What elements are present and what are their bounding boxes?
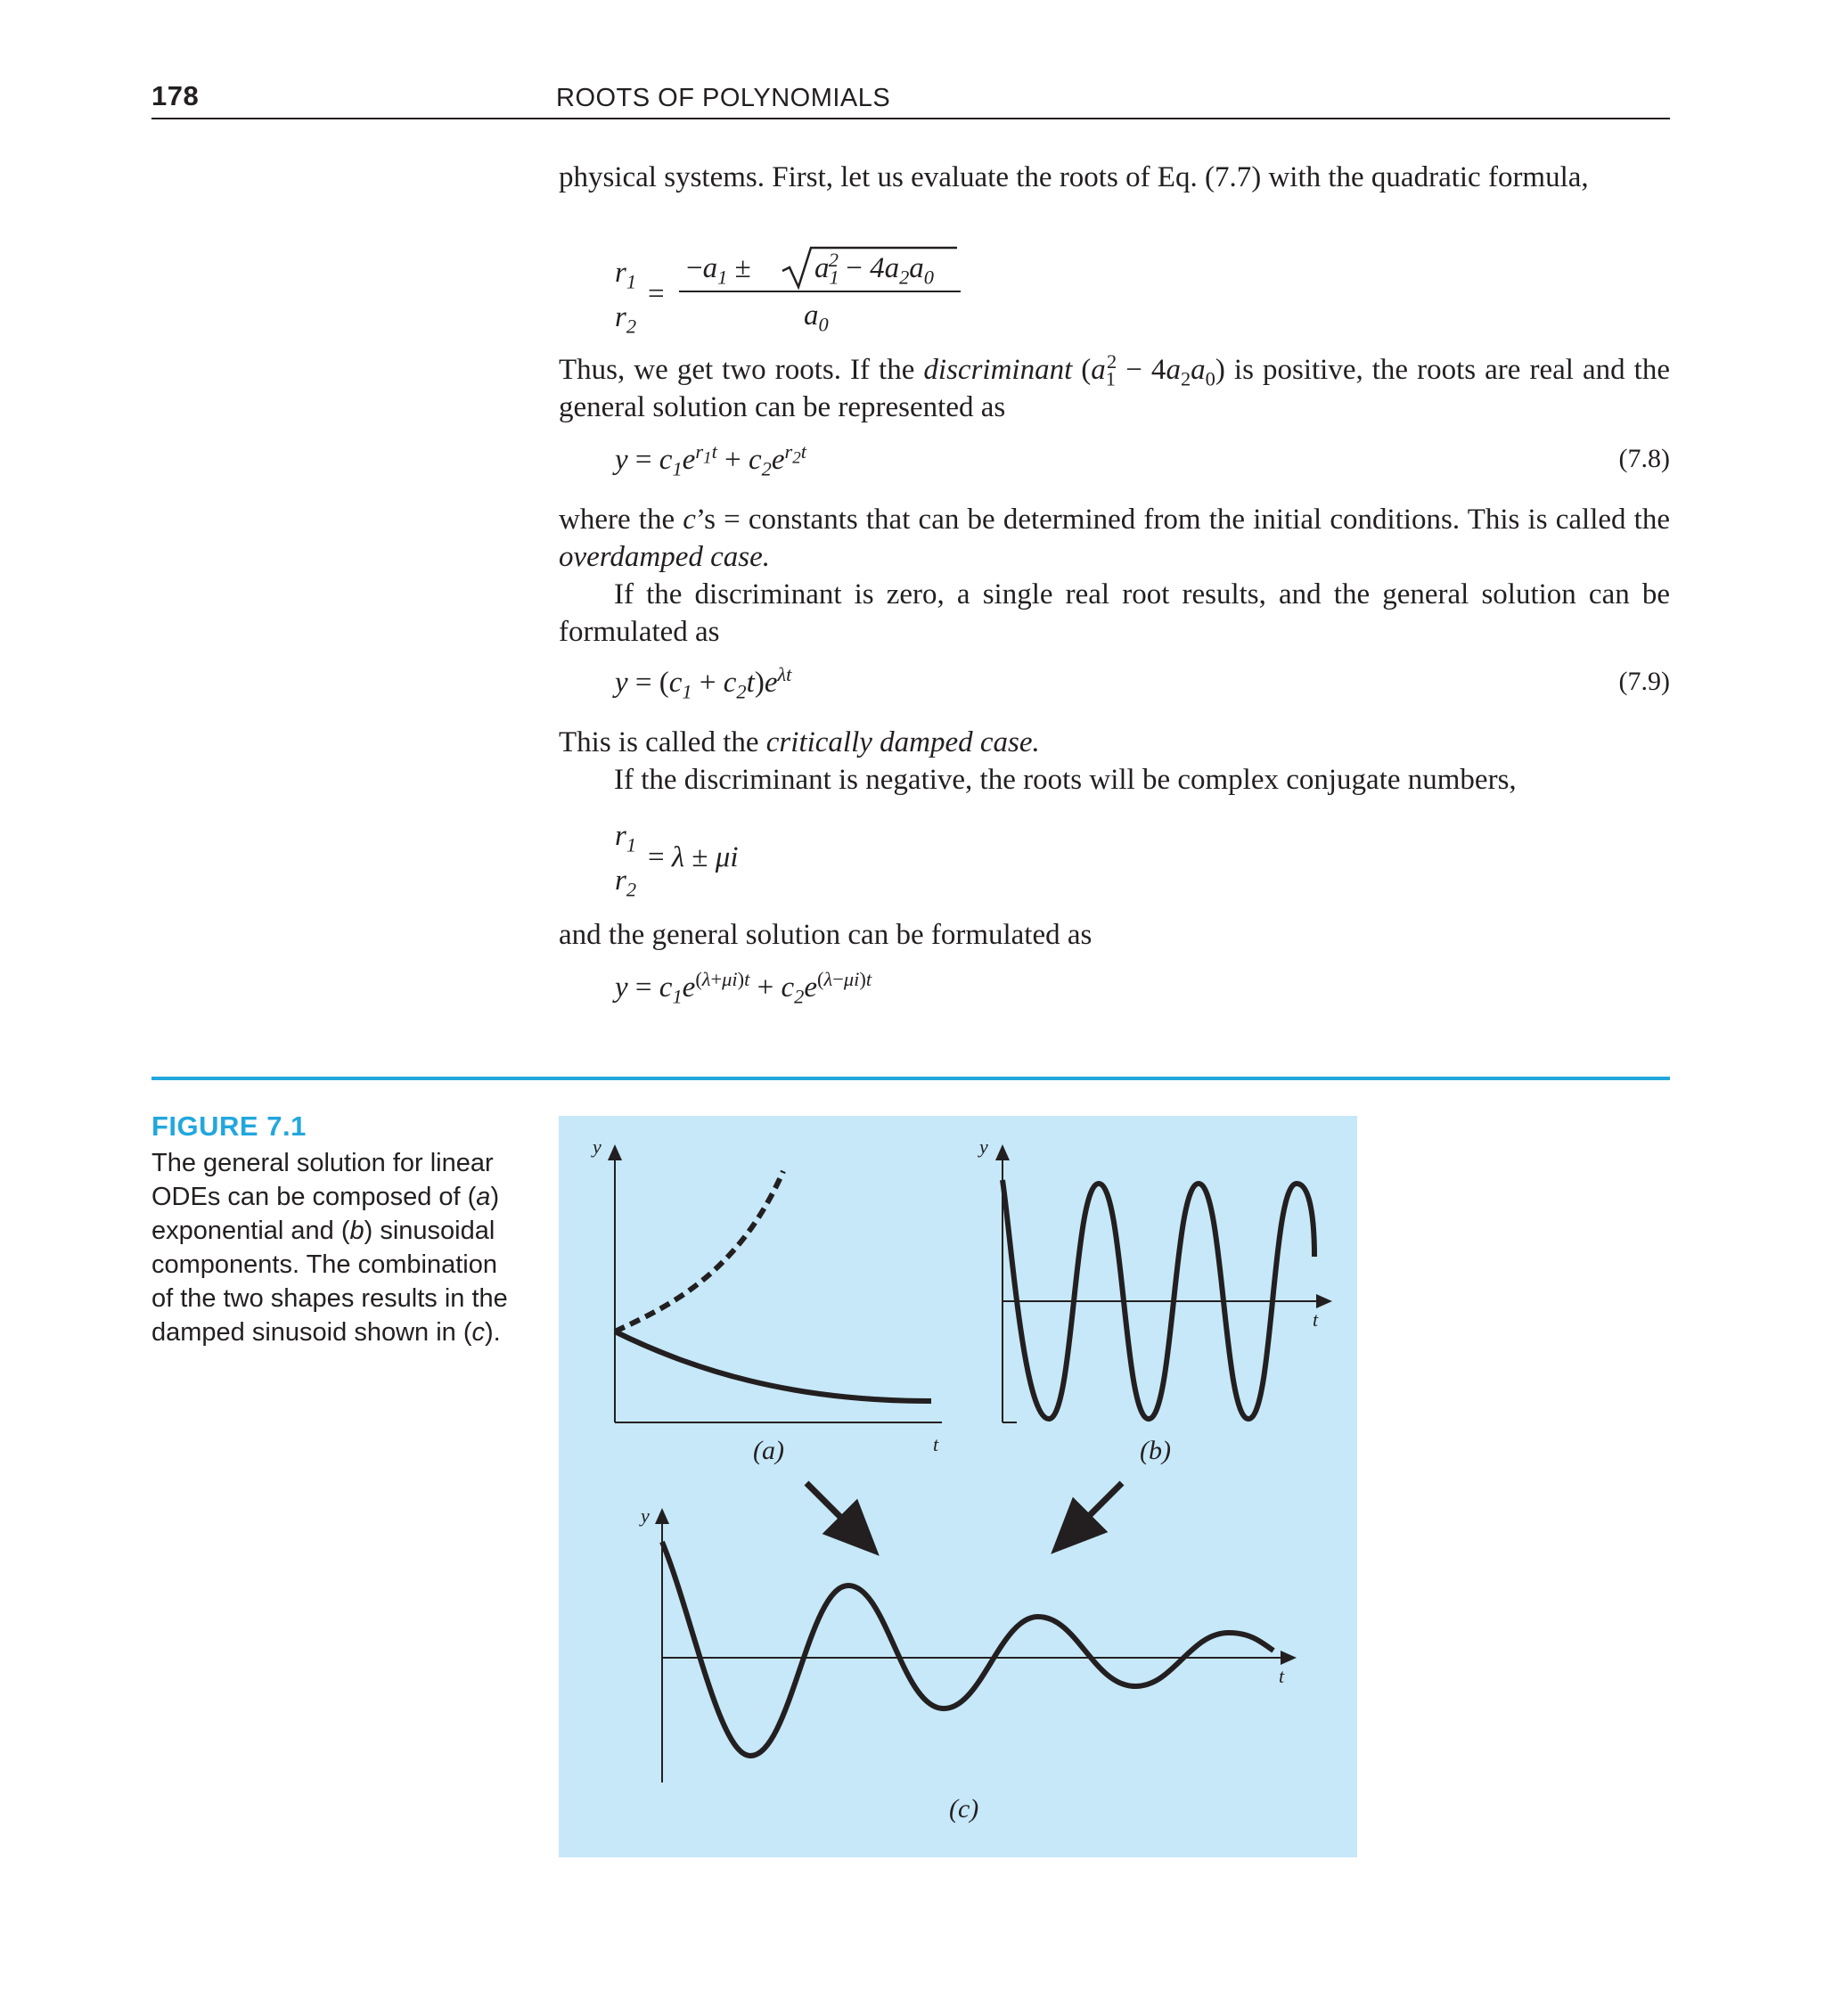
paragraph-2: Thus, we get two roots. If the discriminant $(a_1^2 - 4a_2a_0)$ is positive, the roots are real and the general solution can be represented as: [559, 350, 1670, 423]
panel-a-y-label: y: [593, 1135, 602, 1158]
header-rule: [151, 118, 1670, 119]
figure-panel: [559, 1116, 1357, 1857]
paragraph-3: where the c’s = constants that can be determined from the initial conditions. This is called the overdamped case.: [559, 504, 1670, 573]
paragraph-1: physical systems. First, let us evaluate the roots of Eq. (7.7) with the quadratic formula,: [559, 161, 1589, 193]
decaying-exponential-curve: [615, 1332, 931, 1401]
panel-b-y-label: y: [979, 1135, 988, 1158]
panel-b-t-label: t: [1313, 1308, 1319, 1331]
panel-c-label: (c): [949, 1794, 979, 1823]
figure-title: FIGURE 7.1: [151, 1110, 307, 1142]
figure-7-1-diagram: [559, 1116, 1357, 1857]
arrow-a-to-c: [806, 1483, 862, 1538]
paragraph-7: and the general solution can be formulated as: [559, 919, 1093, 951]
running-title: ROOTS OF POLYNOMIALS: [556, 84, 891, 112]
panel-b-label: (b): [1140, 1436, 1171, 1465]
equation-7-8: $y = c_1e^{r_1t} + c_2e^{r_2t}$ (7.8): [615, 440, 1670, 480]
page-number: 178: [151, 80, 200, 111]
arrow-b-to-c: [1068, 1483, 1122, 1537]
paragraph-5: This is called the critically damped case.: [559, 726, 1040, 758]
damped-sinusoid-curve: [662, 1542, 1273, 1756]
paragraph-6: If the discriminant is negative, the roots will be complex conjugate numbers,: [614, 764, 1517, 796]
growing-exponential-curve: [615, 1171, 783, 1332]
panel-b-plot: [978, 1135, 1325, 1465]
panel-c-y-label: y: [641, 1504, 650, 1527]
equation-complex-solution: $y = c_1e^{(\lambda+\mu i)t} + c_2e^{(\lambda-\mu i)t}$: [615, 968, 872, 1008]
equation-number: (7.8): [1618, 444, 1670, 473]
figure-caption: The general solution for linear ODEs can be composed of (a) exponential and (b) sinusoidal components. The combination of the two shapes results in the damped sinusoid shown in (c).: [151, 1149, 508, 1347]
panel-a-t-label: t: [933, 1433, 939, 1455]
panel-c-plot: [639, 1504, 1289, 1823]
sinusoid-curve: [1003, 1180, 1314, 1419]
panel-c-t-label: t: [1279, 1665, 1285, 1687]
paragraph-4: If the discriminant is zero, a single real root results, and the general solution can be formulated as: [559, 578, 1670, 648]
panel-a-plot: [591, 1135, 942, 1465]
equation-7-9: $y = (c_1 + c_2t)e^{\lambda t}$ (7.9): [615, 663, 1670, 703]
panel-a-label: (a): [753, 1436, 784, 1465]
equation-number: (7.9): [1618, 667, 1670, 696]
figure-rule: [151, 1077, 1670, 1080]
